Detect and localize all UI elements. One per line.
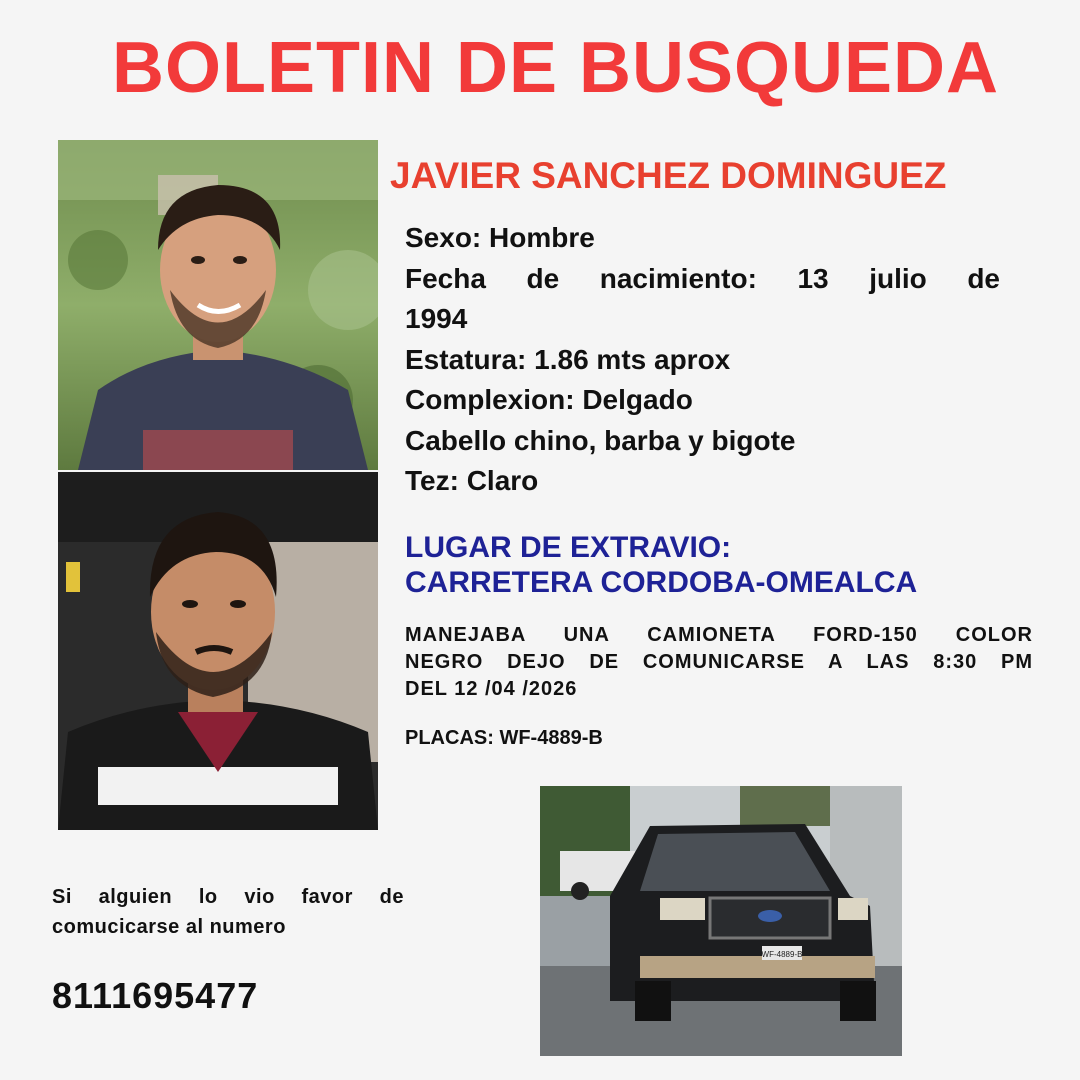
complexion-line: Complexion: Delgado [405,384,693,415]
lugar-location: CARRETERA CORDOBA-OMEALCA [405,566,918,599]
vehicle-description [405,622,1033,703]
vehicle-line-3: DEL 12 /04 /2026 [405,678,578,700]
contact-message [52,882,404,942]
estatura-line: Estatura: 1.86 mts aprox [405,343,731,375]
person-name: JAVIER SANCHEZ DOMINGUEZ [390,155,947,196]
cabello-line: Cabello chino, barba y bigote [405,424,796,456]
fecha-nacimiento-line: Fecha de nacimiento: 13 julio de [405,262,1000,294]
poster-title: BOLETIN DE BUSQUEDA [112,28,1000,108]
contact-phone: 8111695477 [52,975,259,1016]
vehicle-line-1: MANEJABA UNA CAMIONETA FORD-150 COLOR [405,624,1033,646]
sexo-line: Sexo: Hombre [405,222,595,253]
person-details [405,218,1000,502]
lugar-extravio [405,530,1045,600]
contact-line-2: comucicarse al numero [52,916,286,938]
placas-text: PLACAS: WF-4889-B [405,727,603,749]
truck-plate: WF-4889-B [761,950,803,959]
person-photo-outdoor [58,140,378,470]
tez-line: Tez: Claro [405,465,539,496]
contact-line-1: Si alguien lo vio favor de [52,886,404,908]
lugar-heading: LUGAR DE EXTRAVIO: [405,531,732,564]
fecha-nacimiento-year: 1994 [405,303,468,334]
truck-photo [540,786,902,1056]
vehicle-line-2: NEGRO DEJO DE COMUNICARSE A LAS 8:30 PM [405,651,1033,673]
person-photo-vehicle [58,472,378,830]
